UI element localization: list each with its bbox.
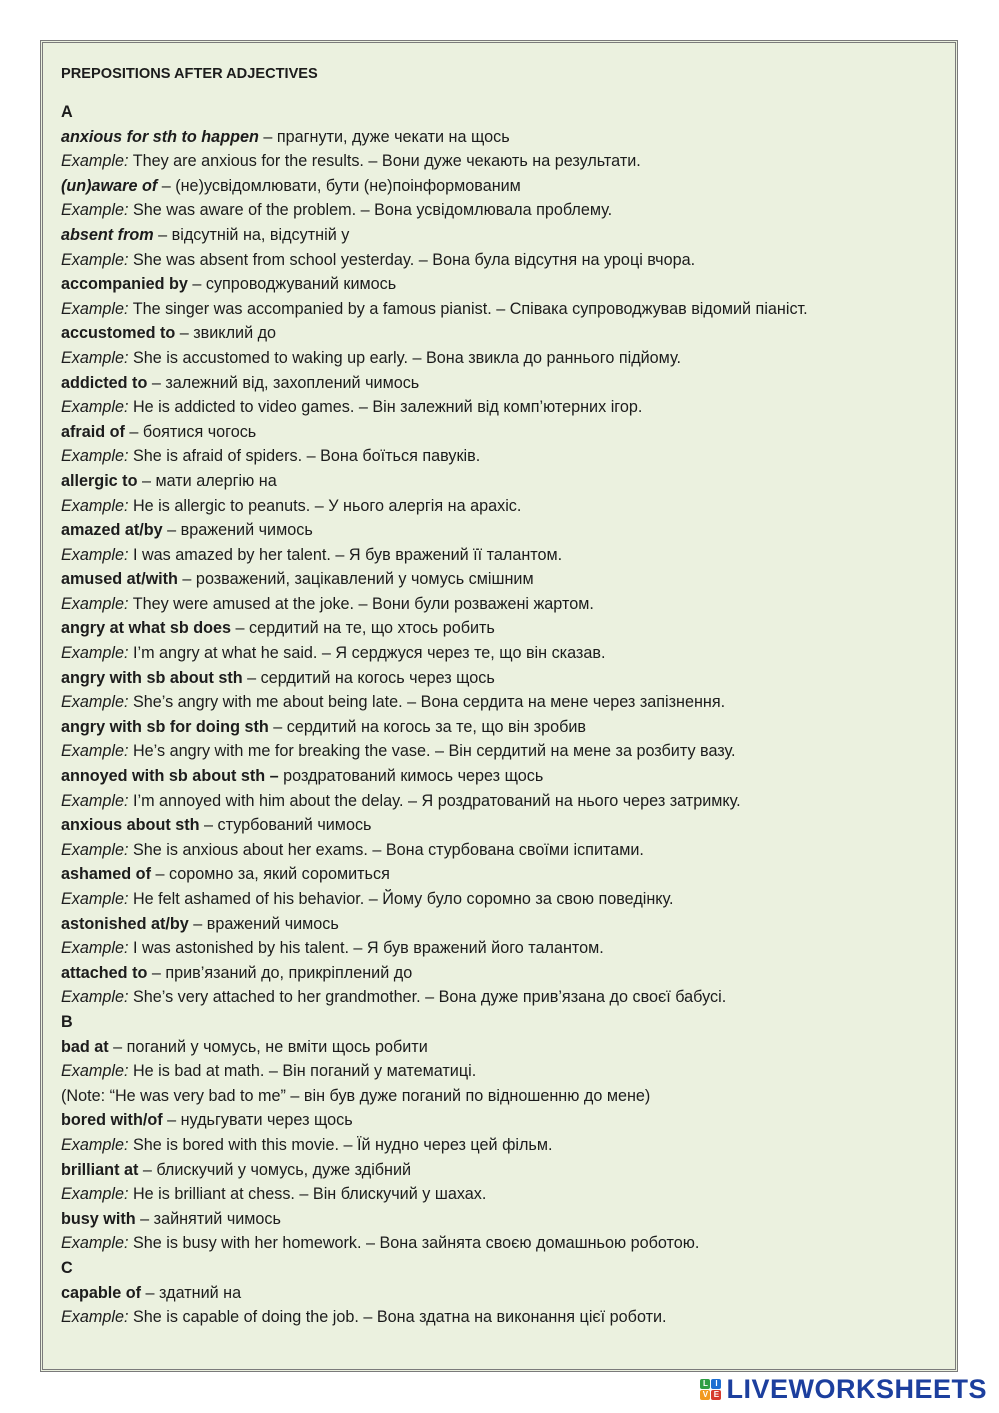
entry-term: brilliant at — [61, 1160, 139, 1179]
entry-definition: – супроводжуваний кимось — [187, 275, 397, 294]
example-label: Example: — [61, 152, 129, 171]
example-text: He is addicted to video games. – Він залежний від комп’ютерних ігор. — [128, 398, 643, 417]
entry-line — [61, 961, 941, 986]
example-label: Example: — [61, 1185, 129, 1204]
example-label: Example: — [61, 594, 129, 613]
entry-term: astonished at/by — [61, 914, 189, 933]
example-text: She is accustomed to waking up early. – Вона звикла до раннього підйому. — [128, 348, 681, 367]
example-label: Example: — [61, 791, 129, 810]
entry-term: amused at/with — [61, 570, 178, 589]
entry-definition: – відсутній на, відсутній у — [153, 225, 350, 244]
entry-line — [61, 1207, 941, 1232]
entry-line — [61, 1158, 941, 1183]
example-line — [61, 494, 941, 519]
entry-term: angry with sb for doing sth — [61, 717, 269, 736]
example-text: She is bored with this movie. – Їй нудно через цей фільм. — [128, 1135, 553, 1154]
example-line — [61, 346, 941, 371]
footer-brand: LIVEWORKSHEETS — [726, 1373, 987, 1404]
entry-line — [61, 764, 941, 789]
example-label: Example: — [61, 644, 129, 663]
entry-line — [61, 912, 941, 937]
entry-definition: – мати алергію на — [137, 471, 277, 490]
entry-line — [61, 174, 941, 199]
note-line: (Note: “He was very bad to me” – він був дуже поганий по відношенню до мене) — [61, 1086, 651, 1105]
example-label: Example: — [61, 840, 129, 859]
example-line — [61, 789, 941, 814]
entry-line — [61, 223, 941, 248]
example-label: Example: — [61, 348, 129, 367]
entry-definition: – здатний на — [141, 1283, 242, 1302]
entry-term: accustomed to — [61, 324, 176, 343]
entry-line — [61, 420, 941, 445]
example-line — [61, 1133, 941, 1158]
example-label: Example: — [61, 1234, 129, 1253]
entry-term: busy with — [61, 1209, 136, 1228]
example-line — [61, 1305, 941, 1330]
entry-definition: – стурбований чимось — [199, 816, 372, 835]
entry-term: attached to — [61, 963, 148, 982]
entry-term: anxious for sth to happen — [61, 127, 259, 146]
example-label: Example: — [61, 939, 129, 958]
example-text: She is afraid of spiders. – Вона боїться павуків. — [128, 447, 481, 466]
example-text: She was absent from school yesterday. – Вона була відсутня на уроці вчора. — [128, 250, 696, 269]
entry-term: afraid of — [61, 422, 125, 441]
example-line — [61, 1182, 941, 1207]
example-text: He is allergic to peanuts. – У нього алергія на арахіс. — [128, 496, 522, 515]
entry-term: allergic to — [61, 471, 138, 490]
entry-line — [61, 567, 941, 592]
example-line — [61, 936, 941, 961]
section-letter: B — [61, 1012, 73, 1031]
example-label: Example: — [61, 1135, 129, 1154]
example-label: Example: — [61, 201, 129, 220]
example-line — [61, 690, 941, 715]
entry-term: (un)aware of — [61, 176, 158, 195]
logo-tile: I — [711, 1379, 721, 1389]
entry-term: amazed at/by — [61, 521, 163, 540]
entry-definition: – нудьгувати через щось — [162, 1111, 353, 1130]
entry-line — [61, 1035, 941, 1060]
example-line — [61, 838, 941, 863]
entry-term: capable of — [61, 1283, 142, 1302]
entry-line — [61, 666, 941, 691]
entry-term: bad at — [61, 1037, 109, 1056]
section-letter: A — [61, 103, 73, 121]
entry-definition: – поганий у чомусь, не вміти щось робити — [108, 1037, 428, 1056]
entry-term: anxious about sth — [61, 816, 200, 835]
entry-line — [61, 321, 941, 346]
example-text: I’m angry at what he said. – Я серджуся через те, що він сказав. — [128, 644, 606, 663]
example-text: She is capable of doing the job. – Вона здатна на виконання цієї роботи. — [128, 1308, 667, 1327]
example-text: The singer was accompanied by a famous pianist. – Співака супроводжував відомий піаніст. — [128, 299, 808, 318]
example-text: I was amazed by her talent. – Я був вражений її талантом. — [128, 545, 563, 564]
entry-term: ashamed of — [61, 865, 151, 884]
liveworksheets-logo-icon — [700, 1379, 721, 1400]
entry-definition: – вражений чимось — [162, 521, 313, 540]
logo-tile: V — [700, 1390, 710, 1400]
entry-definition: – прагнути, дуже чекати на щось — [258, 127, 510, 146]
entry-line — [61, 371, 941, 396]
vocabulary-list — [61, 100, 941, 1330]
page-title: PREPOSITIONS AFTER ADJECTIVES — [61, 66, 318, 82]
example-label: Example: — [61, 545, 129, 564]
entry-line — [61, 1108, 941, 1133]
entry-definition: – вражений чимось — [188, 914, 339, 933]
example-line — [61, 1231, 941, 1256]
entry-term: accompanied by — [61, 275, 188, 294]
example-text: He’s angry with me for breaking the vase. – Він сердитий на мене за розбиту вазу. — [128, 742, 736, 761]
entry-definition: – сердитий на те, що хтось робить — [231, 619, 495, 638]
example-line — [61, 395, 941, 420]
entry-line — [61, 125, 941, 150]
entry-line — [61, 518, 941, 543]
example-label: Example: — [61, 447, 129, 466]
example-text: He is bad at math. – Він поганий у математиці. — [128, 1062, 477, 1081]
example-label: Example: — [61, 250, 129, 269]
entry-line — [61, 1281, 941, 1306]
logo-tile: E — [711, 1390, 721, 1400]
entry-definition: – звиклий до — [175, 324, 277, 343]
footer — [700, 1374, 987, 1404]
example-text: He is brilliant at chess. – Він блискучий у шахах. — [128, 1185, 487, 1204]
section-letter: C — [61, 1258, 73, 1277]
entry-term: annoyed with sb about sth – — [61, 767, 279, 786]
entry-definition: – сердитий на когось через щось — [242, 668, 495, 687]
example-line — [61, 444, 941, 469]
entry-definition: – соромно за, який соромиться — [150, 865, 390, 884]
entry-definition: – блискучий у чомусь, дуже здібний — [138, 1160, 412, 1179]
example-label: Example: — [61, 1062, 129, 1081]
worksheet-content — [61, 63, 941, 1330]
entry-line — [61, 616, 941, 641]
entry-definition: – (не)усвідомлювати, бути (не)поінформованим — [157, 176, 521, 195]
entry-term: addicted to — [61, 373, 148, 392]
entry-definition: – прив’язаний до, прикріплений до — [147, 963, 413, 982]
example-line — [61, 1059, 941, 1084]
worksheet-frame — [40, 40, 958, 1372]
example-text: She was aware of the problem. – Вона усвідомлювала проблему. — [128, 201, 613, 220]
entry-definition: – зайнятий чимось — [135, 1209, 281, 1228]
example-text: She’s angry with me about being late. – Вона сердита на мене через запізнення. — [128, 693, 726, 712]
example-label: Example: — [61, 1308, 129, 1327]
example-text: I’m annoyed with him about the delay. – Я роздратований на нього через затримку. — [128, 791, 741, 810]
entry-line — [61, 862, 941, 887]
example-line — [61, 248, 941, 273]
example-label: Example: — [61, 398, 129, 417]
example-text: I was astonished by his talent. – Я був вражений його талантом. — [128, 939, 604, 958]
entry-definition: – залежний від, захоплений чимось — [147, 373, 420, 392]
example-line — [61, 985, 941, 1010]
example-label: Example: — [61, 742, 129, 761]
entry-term: angry at what sb does — [61, 619, 232, 638]
example-line — [61, 592, 941, 617]
entry-term: bored with/of — [61, 1111, 163, 1130]
example-line — [61, 198, 941, 223]
example-label: Example: — [61, 299, 129, 318]
entry-line — [61, 272, 941, 297]
example-label: Example: — [61, 496, 129, 515]
example-line — [61, 297, 941, 322]
example-text: She is anxious about her exams. – Вона стурбована своїми іспитами. — [128, 840, 644, 859]
example-line — [61, 149, 941, 174]
example-line — [61, 739, 941, 764]
example-text: She is busy with her homework. – Вона зайнята своєю домашньою роботою. — [128, 1234, 700, 1253]
example-line — [61, 887, 941, 912]
example-label: Example: — [61, 890, 129, 908]
entry-definition: роздратований кимось через щось — [278, 767, 544, 786]
entry-definition: – сердитий на когось за те, що він зробив — [268, 717, 586, 736]
example-text: They were amused at the joke. – Вони були розважені жартом. — [128, 594, 594, 613]
example-text: She’s very attached to her grandmother. – Вона дуже прив’язана до своєї бабусі. — [128, 988, 727, 1007]
example-line — [61, 543, 941, 568]
example-line — [61, 641, 941, 666]
example-text: They are anxious for the results. – Вони дуже чекають на результати. — [128, 152, 641, 171]
entry-definition: – розважений, зацікавлений у чомусь смішним — [177, 570, 534, 589]
logo-tile: L — [700, 1379, 710, 1389]
entry-line — [61, 813, 941, 838]
entry-line — [61, 715, 941, 740]
example-text: He felt ashamed of his behavior. – Йому було соромно за свою поведінку. — [128, 890, 674, 908]
entry-term: absent from — [61, 225, 154, 244]
entry-line — [61, 469, 941, 494]
example-label: Example: — [61, 988, 129, 1007]
example-label: Example: — [61, 693, 129, 712]
entry-term: angry with sb about sth — [61, 668, 243, 687]
entry-definition: – боятися чогось — [124, 422, 257, 441]
